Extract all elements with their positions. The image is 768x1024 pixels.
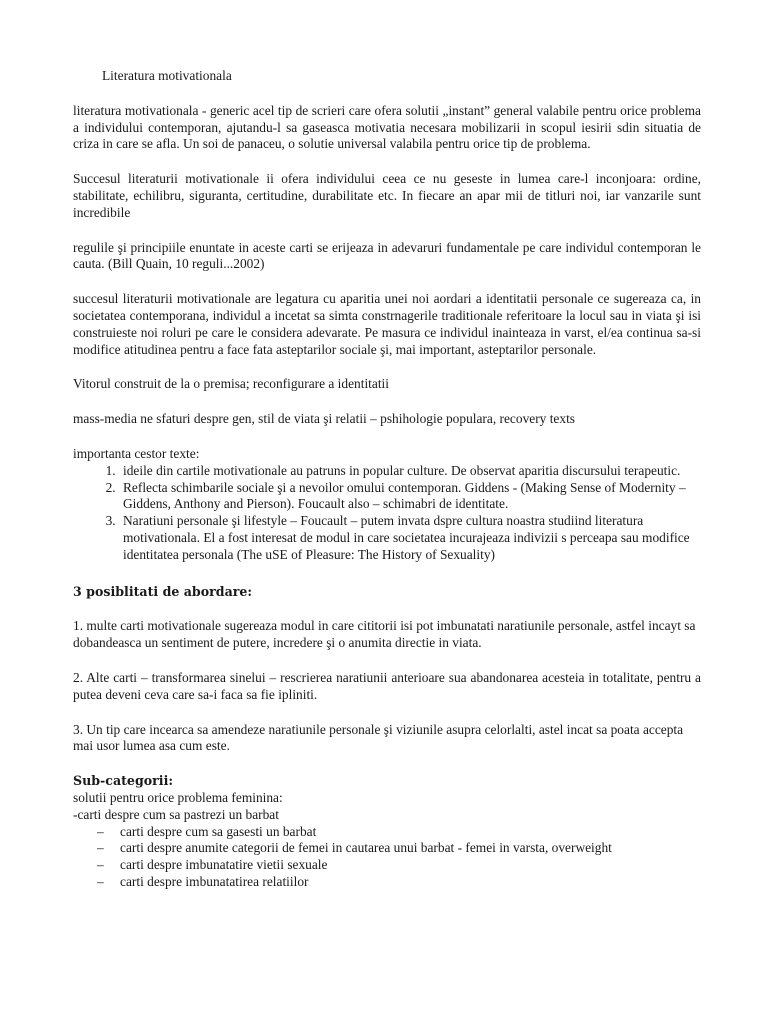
paragraph-success: Succesul literaturii motivationale ii ofera individului ceea ce nu geseste in lumea care-l inconjoara: ordine, stabilitate, echilibru, siguranta, certitudine, durabilitate etc. In fiecare an apar mii de titluri noi, iar vanzarile sunt incredibile bbox=[73, 171, 701, 220]
subcategories-list bbox=[73, 824, 701, 891]
subcategories-heading: Sub-categorii: bbox=[73, 773, 173, 789]
subcategory-item bbox=[97, 857, 701, 874]
subcategory-text: carti despre anumite categorii de femei in cautarea unui barbat - femei in varsta, overweight bbox=[120, 840, 612, 856]
document-page bbox=[73, 68, 701, 891]
dash-bullet: – bbox=[97, 873, 104, 889]
importance-list-item: 1. ideile din cartile motivationale au patruns in popular culture. De observat aparitia discursului terapeutic. bbox=[119, 463, 701, 480]
subcategory-item bbox=[97, 874, 701, 891]
approach-2: 2. Alte carti – transformarea sinelui – rescrierea naratiunii anterioare sua abandonarea acesteia in totalitate, pentru a putea deveni ceva care sa-i faca sa fie ipliniti. bbox=[73, 669, 701, 702]
dash-bullet: – bbox=[97, 857, 104, 873]
approach-3: 3. Un tip care incearca sa amendeze naratiunile personale şi viziunile asupra celorlalti, astel incat sa poata accepta mai usor lumea asa cum este. bbox=[73, 721, 684, 754]
subcategory-item bbox=[97, 840, 701, 857]
importance-list-item: 3. Naratiuni personale şi lifestyle – Foucault – putem invata dspre cultura noastra studiind literatura motivationala. El a fost interesat de modul in care societatea incurajeaza indivizii s perceapa sau modifice identitatea personala (The uSE of Pleasure: The History of Sexuality) bbox=[119, 513, 701, 563]
approach-1: 1. multe carti motivationale sugereaza modul in care cititorii isi pot imbunatati naratiunile personale, astfel incayt sa dobandeasca un sentiment de putere, incredere şi o anumita directie in viata. bbox=[73, 618, 696, 651]
subcategory-text: carti despre imbunatatirea relatiilor bbox=[120, 873, 309, 889]
paragraph-rules: regulile şi principiile enuntate in aceste carti se erijeaza in adevaruri fundamentale pe care individul contemporan le cauta. (Bill Quain, 10 reguli...2002) bbox=[73, 239, 701, 272]
paragraph-mass-media: mass-media ne sfaturi despre gen, stil de viata şi relatii – pshihologie populara, recovery texts bbox=[73, 411, 575, 427]
paragraph-identity: succesul literaturii motivationale are legatura cu aparitia unei noi aordari a identitatii personale ce sugereaza ca, in societatea contemporana, individul a incetat sa simta constrnagerile traditionale referitoare la locul sau in viata şi isi construieste noi roluri pe care le considera adevarate. Pe masura ce individul inainteaza in varst, el/ea continua sa-si modifice atitudinea pentru a face fata asteptarilor sociale şi, mai important, asteptarilor personale. bbox=[73, 291, 701, 357]
importance-list-item: 2. Reflecta schimbarile sociale şi a nevoilor omului contemporan. Giddens - (Making Sense of Modernity – Giddens, Anthony and Pierson). Foucault also – schimabri de identitate. bbox=[119, 480, 701, 514]
dash-bullet: – bbox=[97, 823, 104, 839]
paragraph-definition: literatura motivationala - generic acel tip de scrieri care ofera solutii „instant” general valabile pentru orice problema a individului contemporan, ajutandu-l sa gaseasca motivatia necesara mobilizarii in scopul iesirii sdin situatia de criza in care se afla. Un soi de panaceu, o solutie universal valabila pentru orice tip de problema. bbox=[73, 102, 701, 152]
subcategory-item bbox=[97, 824, 701, 841]
subcategories-line-2: -carti despre cum sa pastrezi un barbat bbox=[73, 806, 279, 822]
document-title: Literatura motivationala bbox=[102, 68, 232, 83]
subcategory-text: carti despre imbunatatire vietii sexuale bbox=[120, 857, 328, 873]
importance-list bbox=[73, 463, 701, 564]
dash-bullet: – bbox=[97, 840, 104, 856]
paragraph-future: Vitorul construit de la o premisa; reconfigurare a identitatii bbox=[73, 376, 390, 392]
subcategory-text: carti despre cum sa gasesti un barbat bbox=[120, 823, 317, 839]
subcategories-line-1: solutii pentru orice problema feminina: bbox=[73, 789, 283, 805]
paragraph-importance-intro: importanta cestor texte: bbox=[73, 445, 200, 461]
approaches-heading: 3 posiblitati de abordare: bbox=[73, 583, 253, 599]
